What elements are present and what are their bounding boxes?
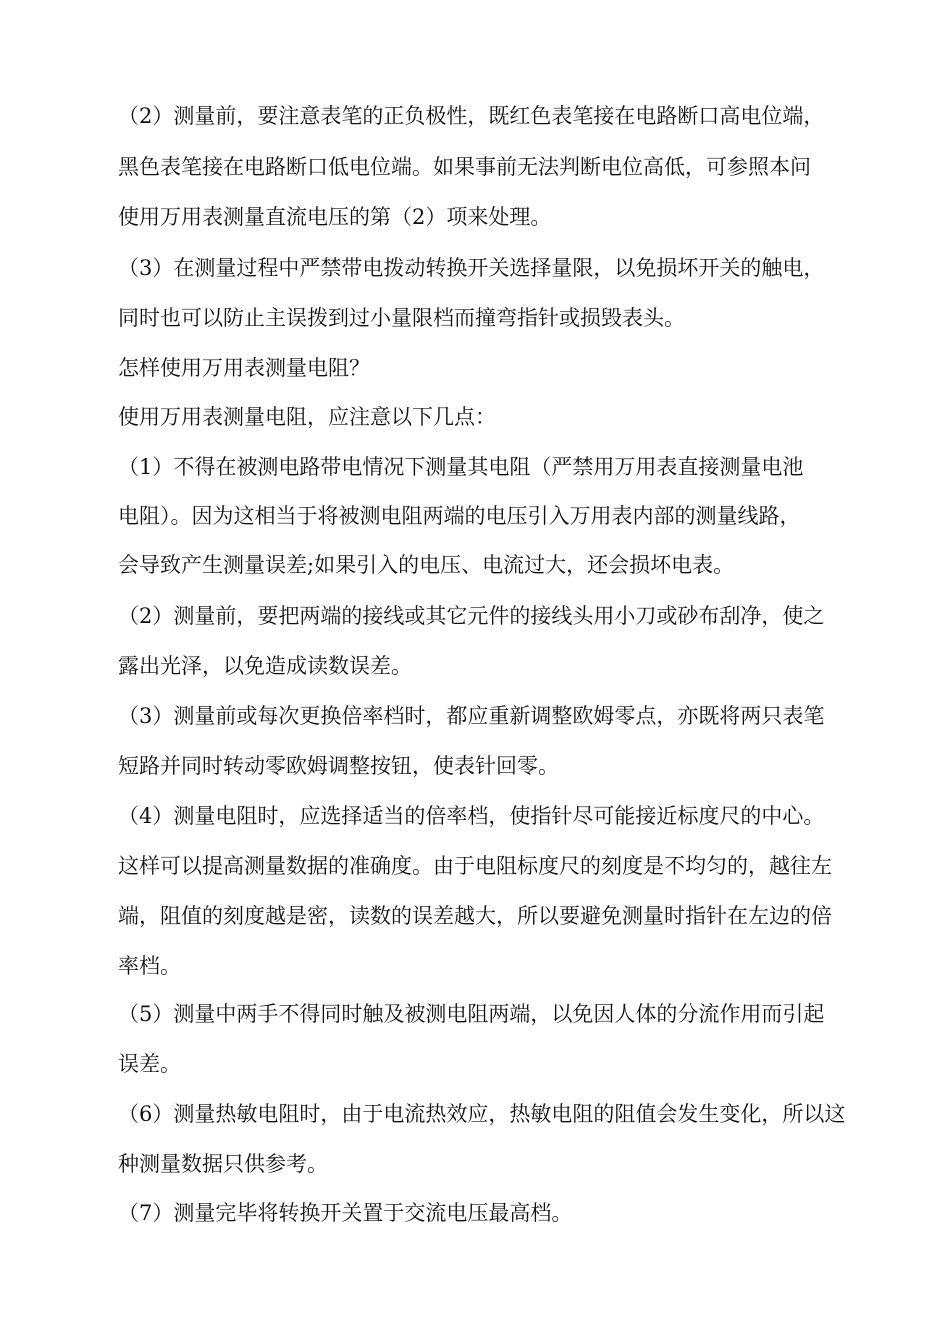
text-line: 露出光泽，以免造成读数误差。 [118, 654, 412, 678]
section-heading: 怎样使用万用表测量电阻？ [118, 356, 370, 380]
text-line: 短路并同时转动零欧姆调整按钮，使表针回零。 [118, 754, 559, 778]
text-line: （2）测量前，要注意表笔的正负极性，既红色表笔接在电路断口高电位端， [118, 104, 825, 128]
text-line: （3）测量前或每次更换倍率档时，都应重新调整欧姆零点，亦既将两只表笔 [118, 704, 825, 728]
text-line: （7）测量完毕将转换开关置于交流电压最高档。 [118, 1201, 573, 1225]
text-line: 率档。 [118, 954, 181, 978]
text-line: （4）测量电阻时，应选择适当的倍率档，使指针尽可能接近标度尺的中心。 [118, 804, 825, 828]
text-line: 同时也可以防止主误拨到过小量限档而撞弯指针或损毁表头。 [118, 306, 685, 330]
text-line: 种测量数据只供参考。 [118, 1152, 328, 1176]
text-line: 这样可以提高测量数据的准确度。由于电阻标度尺的刻度是不均匀的，越往左 [118, 854, 832, 878]
text-line: （5）测量中两手不得同时触及被测电阻两端，以免因人体的分流作用而引起 [118, 1002, 825, 1026]
text-line: 电阻）。因为这相当于将被测电阻两端的电压引入万用表内部的测量线路， [118, 504, 801, 528]
text-line: 使用万用表测量电阻，应注意以下几点： [118, 405, 496, 429]
text-line: 会导致产生测量误差;如果引入的电压、电流过大，还会损坏电表。 [118, 553, 735, 577]
text-line: （2）测量前，要把两端的接线或其它元件的接线头用小刀或砂布刮净，使之 [118, 604, 825, 628]
text-line: （3）在测量过程中严禁带电拨动转换开关选择量限，以免损坏开关的触电， [118, 256, 825, 280]
text-line: 误差。 [118, 1052, 181, 1076]
text-line: （1）不得在被测电路带电情况下测量其电阻（严禁用万用表直接测量电池 [118, 455, 804, 479]
text-line: 端，阻值的刻度越是密，读数的误差越大，所以要避免测量时指针在左边的倍 [118, 904, 832, 928]
text-line: 使用万用表测量直流电压的第（2）项来处理。 [118, 205, 552, 229]
text-line: （6）测量热敏电阻时，由于电流热效应，热敏电阻的阻值会发生变化，所以这 [118, 1102, 846, 1126]
text-line: 黑色表笔接在电路断口低电位端。如果事前无法判断电位高低，可参照本问 [118, 155, 811, 179]
